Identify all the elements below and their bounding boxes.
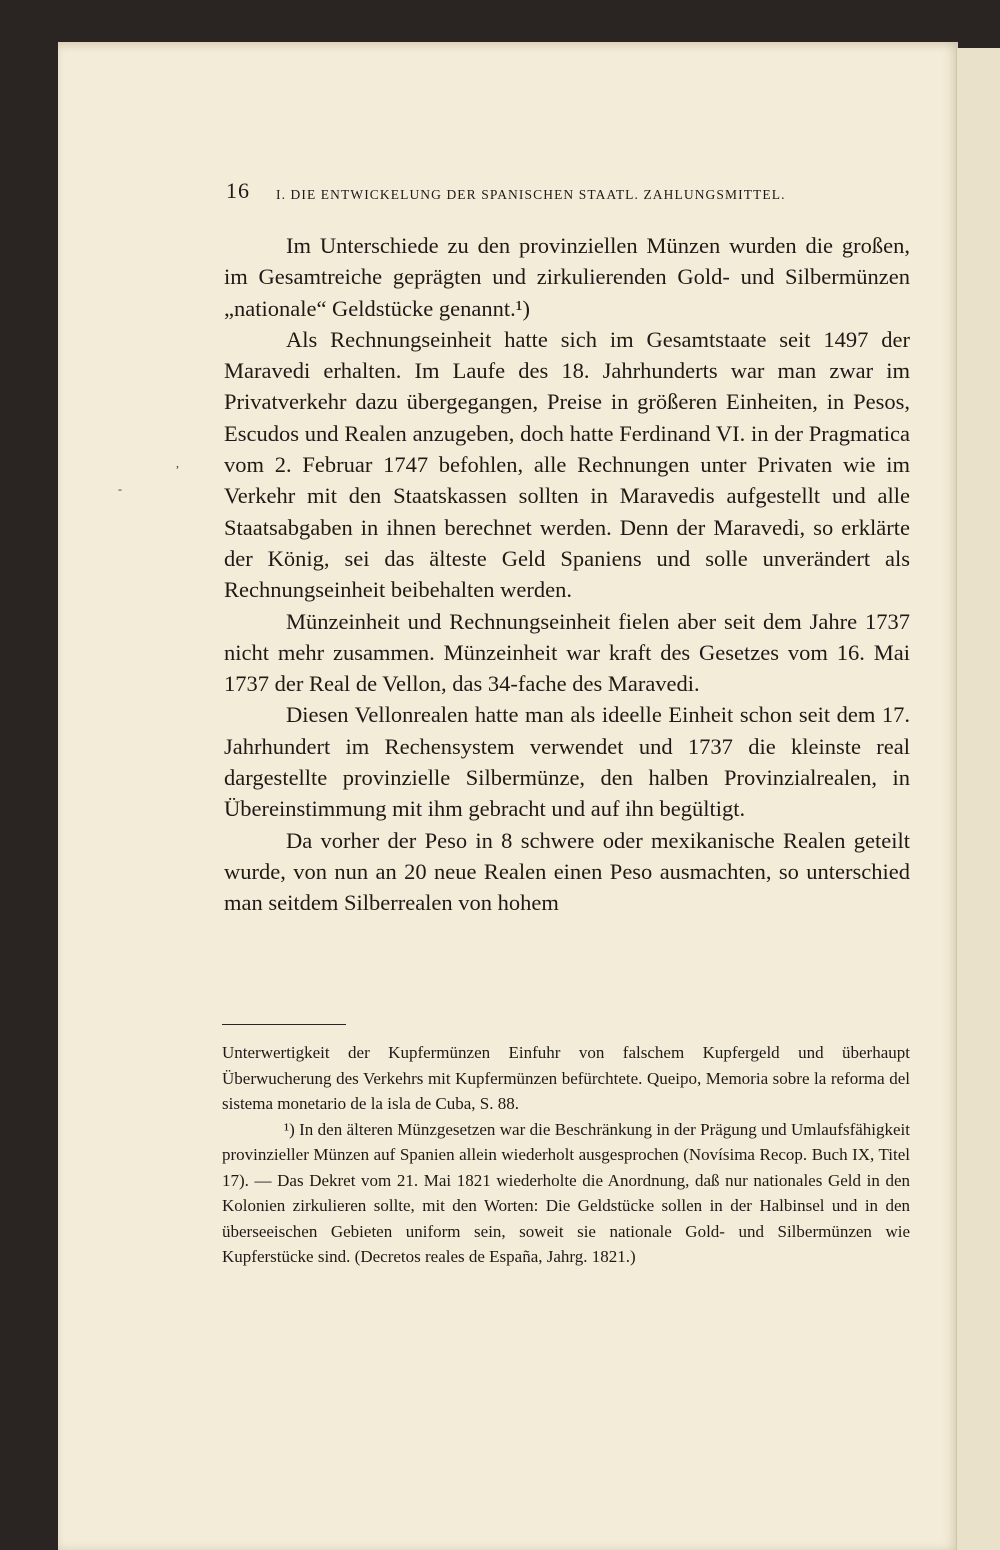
margin-mark: -: [118, 482, 122, 496]
margin-mark: ,: [176, 456, 179, 470]
page-header: [226, 178, 926, 214]
paragraph: Münzeinheit und Rechnungseinheit fielen aber seit dem Jahre 1737 nicht mehr zusammen. Münzeinheit war kraft des Gesetzes vom 16. Mai 1737 der Real de Vellon, das 34-fache des Maravedi.: [224, 608, 910, 697]
main-text: [224, 230, 910, 919]
footnote-rule: [222, 1024, 346, 1025]
paragraph: Als Rechnungseinheit hatte sich im Gesamtstaate seit 1497 der Maravedi erhalten. Im Laufe des 18. Jahrhunderts war man zwar im Privatverkehr dazu übergegangen, Preise in größeren Einheiten, in Pesos, Escudos und Realen anzugeben, doch hatte Ferdinand VI. in der Pragmatica vom 2. Februar 1747 befohlen, alle Rechnungen unter Privaten wie im Verkehr mit den Staatskassen sollten in Maravedis aufgestellt und alle Staatsabgaben in ihnen berechnet werden. Denn der Maravedi, so erklärte der König, sei das älteste Geld Spaniens und solle unverändert als Rechnungseinheit beibehalten werden.: [224, 326, 910, 603]
paragraph: Da vorher der Peso in 8 schwere oder mexikanische Realen geteilt wurde, von nun an 20 neue Realen einen Peso ausmachten, so unterschied man seitdem Silberrealen von hohem: [224, 827, 910, 916]
footnotes: [222, 1040, 910, 1270]
footnote-continuation: Unterwertigkeit der Kupfermünzen Einfuhr von falschem Kupfergeld und überhaupt Überwucherung des Verkehrs mit Kupfermünzen befürchtete. Queipo, Memoria sobre la reforma del sistema monetario de la isla de Cuba, S. 88.: [222, 1043, 910, 1113]
paragraph: Im Unterschiede zu den provinziellen Münzen wurden die großen, im Gesamtreiche geprägten und zirkulierenden Gold- und Silbermünzen „nationale“ Geldstücke genannt.¹): [224, 233, 910, 321]
paragraph: Diesen Vellonrealen hatte man als ideelle Einheit schon seit dem 17. Jahrhundert im Rechensystem verwendet und 1737 die kleinste real dargestellte provinzielle Silbermünze, den halben Provinzialrealen, in Übereinstimmung mit ihm gebracht und auf ihn begültigt.: [224, 702, 910, 822]
page-edge: [956, 48, 1000, 1550]
running-title: I. DIE ENTWICKELUNG DER SPANISCHEN STAATL. ZAHLUNGSMITTEL.: [276, 187, 786, 202]
footnote-1: ¹) In den älteren Münzgesetzen war die Beschränkung in der Prägung und Umlaufsfähigkeit provinzieller Münzen auf Spanien allein wiederholt ausgesprochen (Novísima Recop. Buch IX, Titel 17). — Das Dekret vom 21. Mai 1821 wiederholte die Anordnung, daß nur nationales Geld in den Kolonien zirkulieren sollte, mit den Worten: Die Geldstücke sollen in der Halbinsel und in den überseeischen Gebieten uniform sein, soweit sie nationale Gold- und Silbermünzen wie Kupferstücke sind. (Decretos reales de España, Jahrg. 1821.): [222, 1119, 910, 1266]
page-number: 16: [226, 178, 250, 203]
